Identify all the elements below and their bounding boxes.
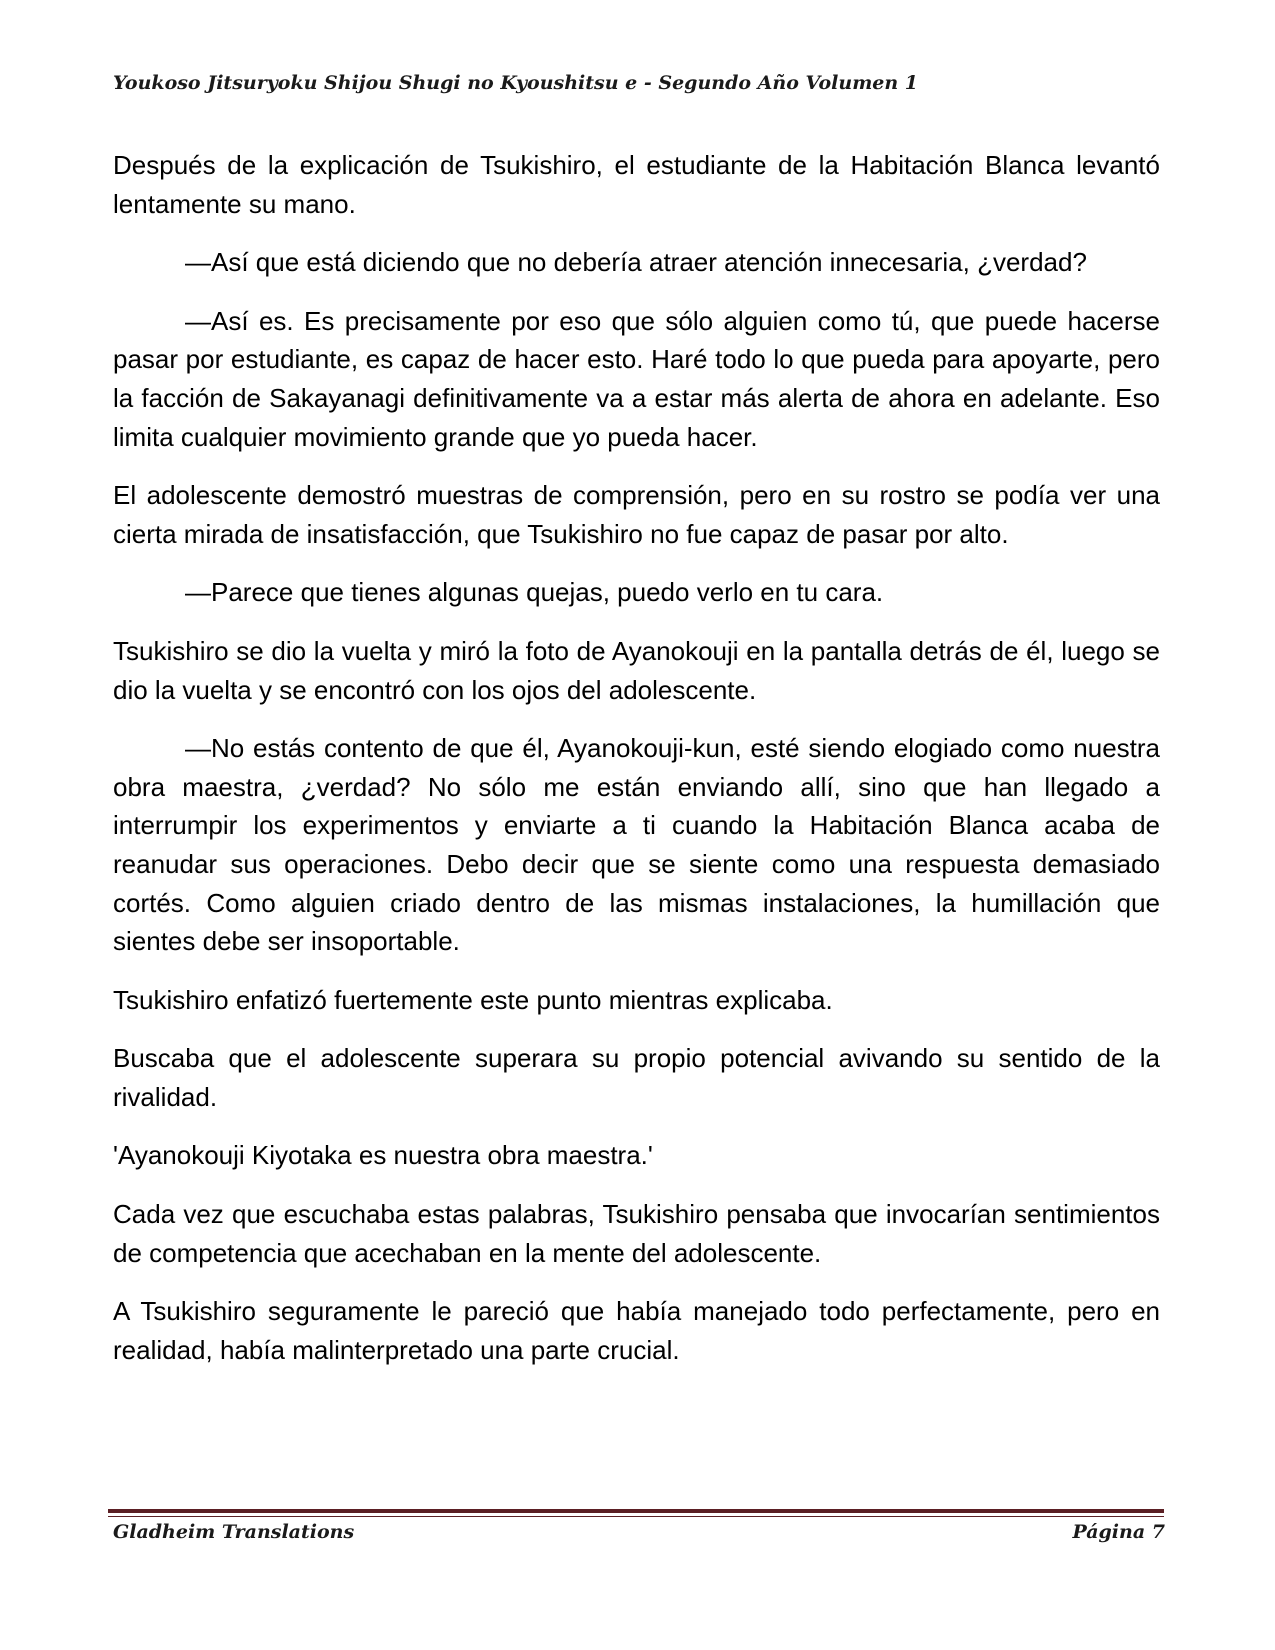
dialogue-paragraph: —Parece que tienes algunas quejas, puedo verlo en tu cara. (185, 577, 884, 608)
footer-page-number: Página 7 (1072, 1521, 1165, 1543)
footer-translator-credit: Gladheim Translations (113, 1521, 355, 1543)
paragraph: Tsukishiro se dio la vuelta y miró la foto de Ayanokouji en la pantalla detrás de él, luego se dio la vuelta y se encontró con los ojos del adolescente. (113, 635, 1160, 705)
paragraph: A Tsukishiro seguramente le pareció que había manejado todo perfectamente, pero en realidad, había malinterpretado una parte crucial. (113, 1296, 1160, 1365)
dialogue-paragraph: —Así que está diciendo que no debería atraer atención innecesaria, ¿verdad? (185, 247, 1087, 278)
dialogue-paragraph: —Así es. Es precisamente por eso que sólo alguien como tú, que puede hacerse pasar por estudiante, es capaz de hacer esto. Haré todo lo que pueda para apoyarte, pero la facción de Sakayanagi definitivamente va a estar más alerta de ahora en adelante. Eso limita cualquier movimiento grande que yo pueda hacer. (113, 305, 1160, 452)
footer-divider-thick (108, 1509, 1164, 1513)
paragraph: Cada vez que escuchaba estas palabras, Tsukishiro pensaba que invocarían sentimientos de competencia que acechaban en la mente del adolescente. (113, 1199, 1160, 1268)
page-body (113, 146, 1160, 1389)
paragraph: Buscaba que el adolescente superara su propio potencial avivando su sentido de la rivalidad. (113, 1043, 1160, 1112)
dialogue-paragraph: —No estás contento de que él, Ayanokouji-kun, esté siendo elogiado como nuestra obra maestra, ¿verdad? No sólo me están enviando allí, sino que han llegado a interrumpir los experimentos y enviarte a ti cuando la Habitación Blanca acaba de reanudar sus operaciones. Debo decir que se siente como una respuesta demasiado cortés. Como alguien criado dentro de las mismas instalaciones, la humillación que sientes debe ser insoportable. (113, 733, 1160, 957)
page-header-title: Youkoso Jitsuryoku Shijou Shugi no Kyoushitsu e - Segundo Año Volumen 1 (113, 72, 919, 94)
footer-divider-thin (108, 1516, 1164, 1517)
paragraph: El adolescente demostró muestras de comprensión, pero en su rostro se podía ver una cierta mirada de insatisfacción, que Tsukishiro no fue capaz de pasar por alto. (113, 480, 1160, 549)
paragraph: Después de la explicación de Tsukishiro, el estudiante de la Habitación Blanca levantó lentamente su mano. (113, 150, 1160, 219)
paragraph: Tsukishiro enfatizó fuertemente este punto mientras explicaba. (113, 984, 833, 1015)
paragraph: 'Ayanokouji Kiyotaka es nuestra obra maestra.' (113, 1140, 653, 1171)
